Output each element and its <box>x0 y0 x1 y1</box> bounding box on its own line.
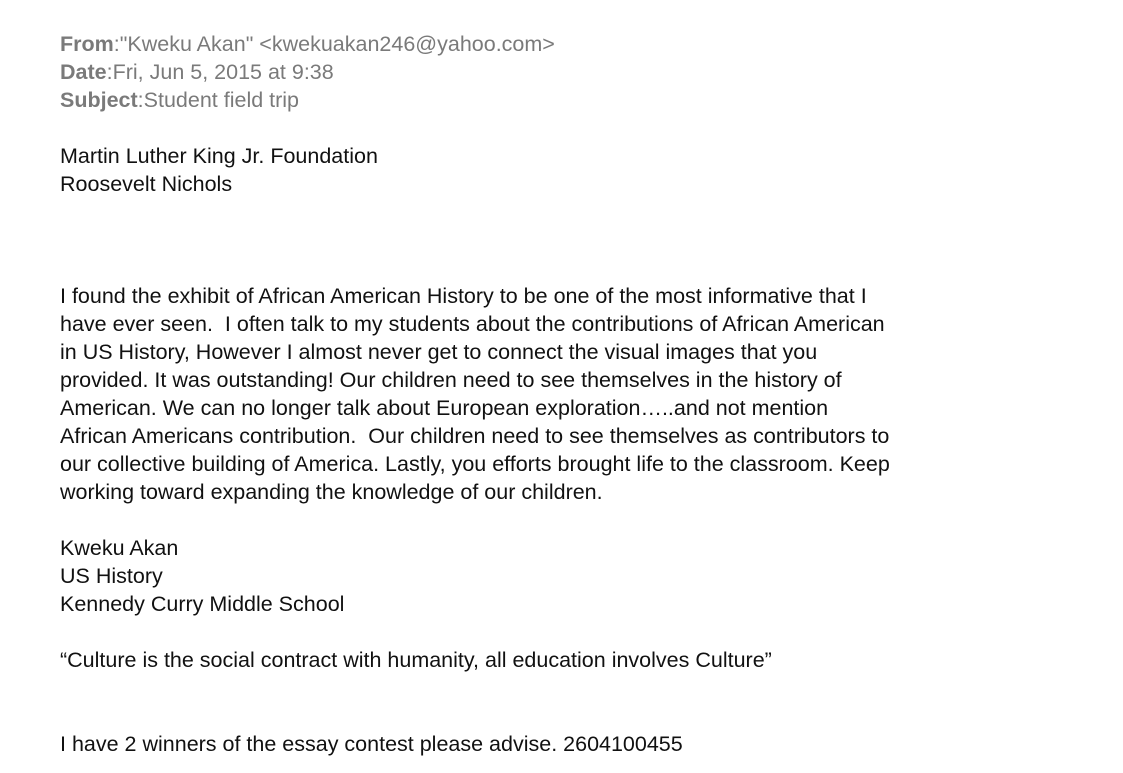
body-line: I found the exhibit of African American History to be one of the most informative that I <box>60 284 867 308</box>
date-label: Date <box>60 60 107 84</box>
signature-name: Kweku Akan <box>60 536 179 560</box>
body-line: our collective building of America. Lastly, you efforts brought life to the classroom. Keep <box>60 452 890 476</box>
date-value: Fri, Jun 5, 2015 at 9:38 <box>112 60 334 84</box>
from-label: From <box>60 32 114 56</box>
body-line: African Americans contribution. Our children need to see themselves as contributors to <box>60 424 890 448</box>
body-line: in US History, However I almost never get to connect the visual images that you <box>60 340 818 364</box>
quote: “Culture is the social contract with humanity, all education involves Culture” <box>60 648 772 672</box>
recipient-organization: Martin Luther King Jr. Foundation <box>60 144 378 168</box>
body-line: American. We can no longer talk about European exploration…..and not mention <box>60 396 829 420</box>
postscript: I have 2 winners of the essay contest please advise. 2604100455 <box>60 732 683 756</box>
recipient-name: Roosevelt Nichols <box>60 172 233 196</box>
body-line: provided. It was outstanding! Our children need to see themselves in the history of <box>60 368 842 392</box>
subject-label: Subject <box>60 88 138 112</box>
from-line: From:"Kweku Akan" <kwekuakan246@yahoo.com> <box>60 32 555 56</box>
from-value: "Kweku Akan" <kwekuakan246@yahoo.com> <box>119 32 555 56</box>
signature-title: US History <box>60 564 163 588</box>
body-paragraph <box>60 282 1060 506</box>
email-document <box>60 30 1060 758</box>
date-line: Date:Fri, Jun 5, 2015 at 9:38 <box>60 60 334 84</box>
body-line: working toward expanding the knowledge of our children. <box>60 480 603 504</box>
subject-line: Subject:Student field trip <box>60 88 300 112</box>
signature-school: Kennedy Curry Middle School <box>60 592 345 616</box>
subject-value: Student field trip <box>143 88 300 112</box>
body-line: have ever seen. I often talk to my students about the contributions of African American <box>60 312 885 336</box>
